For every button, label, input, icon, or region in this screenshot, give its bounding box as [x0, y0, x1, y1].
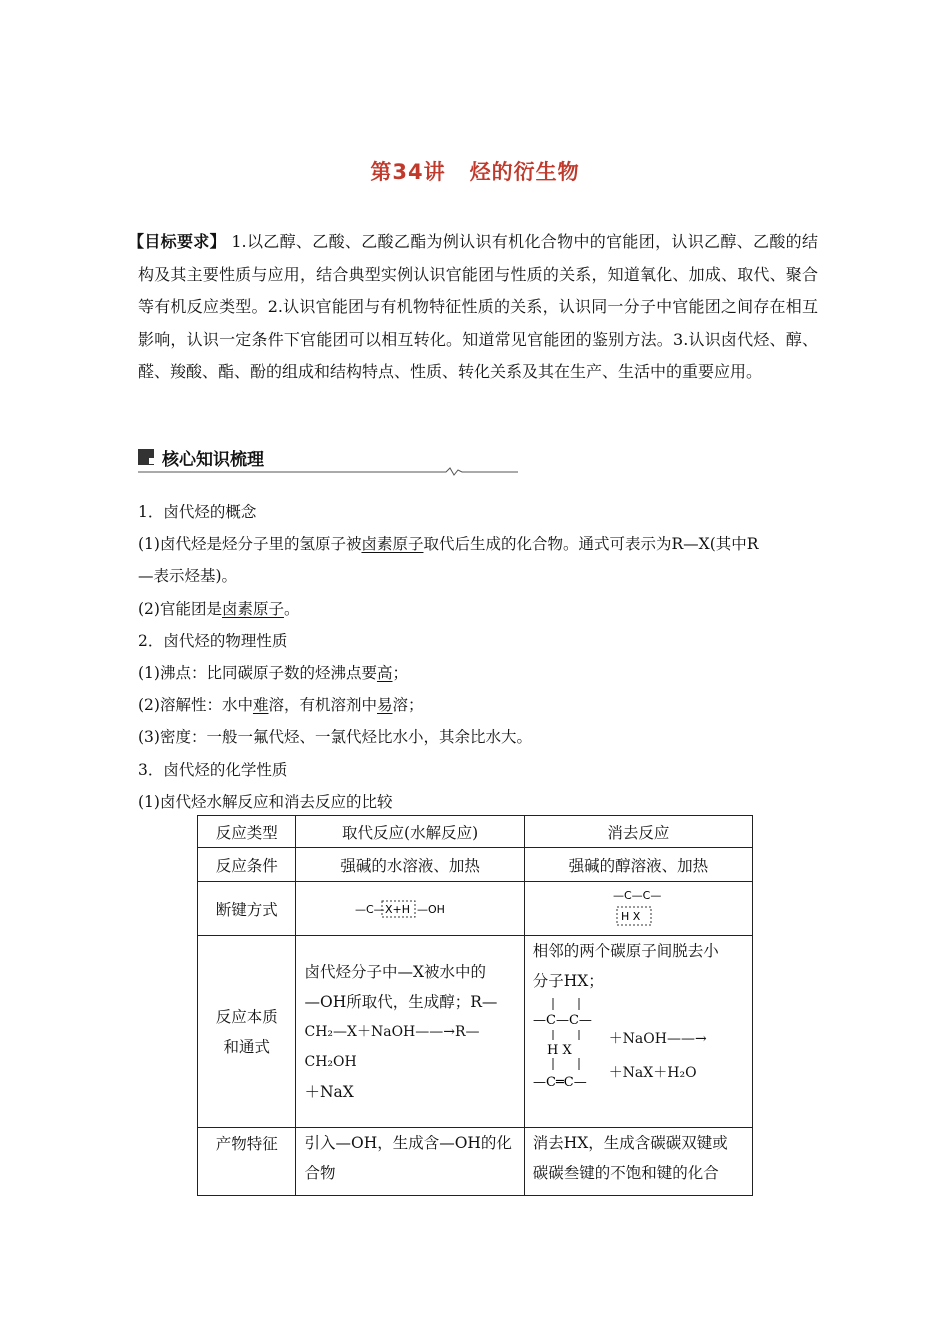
- table-row: [198, 936, 753, 1128]
- heading-1: 1．卤代烃的概念: [138, 503, 257, 521]
- table-cell: 消去HX，生成含碳碳双键或 碳碳叁键的不饱和键的化合: [524, 1128, 752, 1196]
- svg-text:X+H: X+H: [385, 902, 411, 916]
- table-cell: [524, 882, 752, 936]
- para-1-cont: —表示烃基)。: [138, 567, 238, 586]
- table-row: [198, 816, 753, 848]
- blank-answer: 难: [252, 696, 269, 715]
- svg-text:—C═C—: —C═C—: [532, 1075, 587, 1090]
- heading-2: 2．卤代烃的物理性质: [138, 631, 288, 650]
- section-header: [138, 444, 518, 474]
- para-4: (2)溶解性：水中难溶，有机溶剂中易溶；: [138, 696, 424, 715]
- table-cell: 取代反应(水解反应): [296, 816, 524, 848]
- blank-answer: 易: [377, 696, 393, 715]
- para-5: (3)密度：一般一氟代烃、一氯代烃比水小，其余比水大。: [138, 728, 532, 747]
- svg-text:—OH: —OH: [417, 902, 446, 916]
- blank-answer: 高: [376, 663, 393, 682]
- lecture-topic: 烃的衍生物: [469, 160, 580, 184]
- section-heading: 核心知识梳理: [162, 450, 264, 470]
- table-row: [198, 848, 753, 882]
- svg-text:—C—C—: —C—C—: [613, 888, 662, 902]
- svg-text:—C—C—: —C—C—: [532, 1013, 592, 1028]
- table-cell: 反应条件: [198, 848, 296, 882]
- table-cell: 卤代烃分子中—X被水中的 —OH所取代，生成醇；R— CH₂—X＋NaOH——→R—CH₂OH ＋NaX: [296, 936, 524, 1128]
- page-title: [0, 156, 950, 186]
- hydrolysis-bond-diagram: [355, 897, 465, 921]
- table-cell: 相邻的两个碳原子间脱去小 分子HX； —C—C— H X ＋NaOH——→ —C═C— ＋NaX＋H₂O: [524, 936, 752, 1128]
- goal-label: 【目标要求】: [128, 232, 226, 251]
- svg-text:H X: H X: [546, 1043, 572, 1056]
- table-cell: 强碱的醇溶液、加热: [524, 848, 752, 882]
- comparison-table: [197, 815, 753, 1196]
- blank-answer: 卤素原子: [361, 535, 424, 554]
- table-row: [198, 882, 753, 936]
- para-1: (1)卤代烃是烃分子里的氢原子被卤素原子取代后生成的化合物。通式可表示为R—X(其中R: [138, 535, 759, 554]
- table-cell: 强碱的水溶液、加热: [296, 848, 524, 882]
- table-cell: 反应本质 和通式: [198, 936, 296, 1128]
- content: [138, 496, 818, 818]
- haloalkane-structure: [533, 996, 609, 1056]
- table-cell: 产物特征: [198, 1128, 296, 1196]
- lecture-number: 第34讲: [370, 160, 446, 184]
- goal-text: 1.以乙醇、乙酸、乙酸乙酯为例认识有机化合物中的官能团，认识乙醇、乙酸的结构及其主要性质与应用，结合典型实例认识官能团与性质的关系，知道氧化、加成、取代、聚合等有机反应类型。2.认识官能团与有机物特征性质的关系，认识同一分子中官能团之间存在相互影响，认识一定条件下官能团可以相互转化。知道常见官能团的鉴别方法。3.认识卤代烃、醇、醛、羧酸、酯、酚的组成和结构特点、性质、转化关系及其在生产、生活中的重要应用。: [138, 232, 818, 382]
- para-6: (1)卤代烃水解反应和消去反应的比较: [138, 792, 393, 811]
- section-divider: [138, 464, 518, 476]
- alkene-structure: [533, 1056, 609, 1092]
- table-cell: 反应类型: [198, 816, 296, 848]
- svg-text:—C—: —C—: [355, 902, 385, 916]
- table-cell: 引入—OH，生成含—OH的化 合物: [296, 1128, 524, 1196]
- table-cell: 消去反应: [524, 816, 752, 848]
- svg-text:H X: H X: [621, 909, 641, 923]
- para-2: (2)官能团是卤素原子。: [138, 599, 300, 618]
- elimination-bond-diagram: [603, 887, 673, 931]
- table-row: [198, 1128, 753, 1196]
- blank-answer: 卤素原子: [221, 599, 284, 618]
- table-cell: 断键方式: [198, 882, 296, 936]
- table-cell: [296, 882, 524, 936]
- heading-3: 3．卤代烃的化学性质: [138, 760, 288, 779]
- learning-goals: [128, 226, 818, 389]
- para-3: (1)沸点：比同碳原子数的烃沸点要高；: [138, 663, 408, 682]
